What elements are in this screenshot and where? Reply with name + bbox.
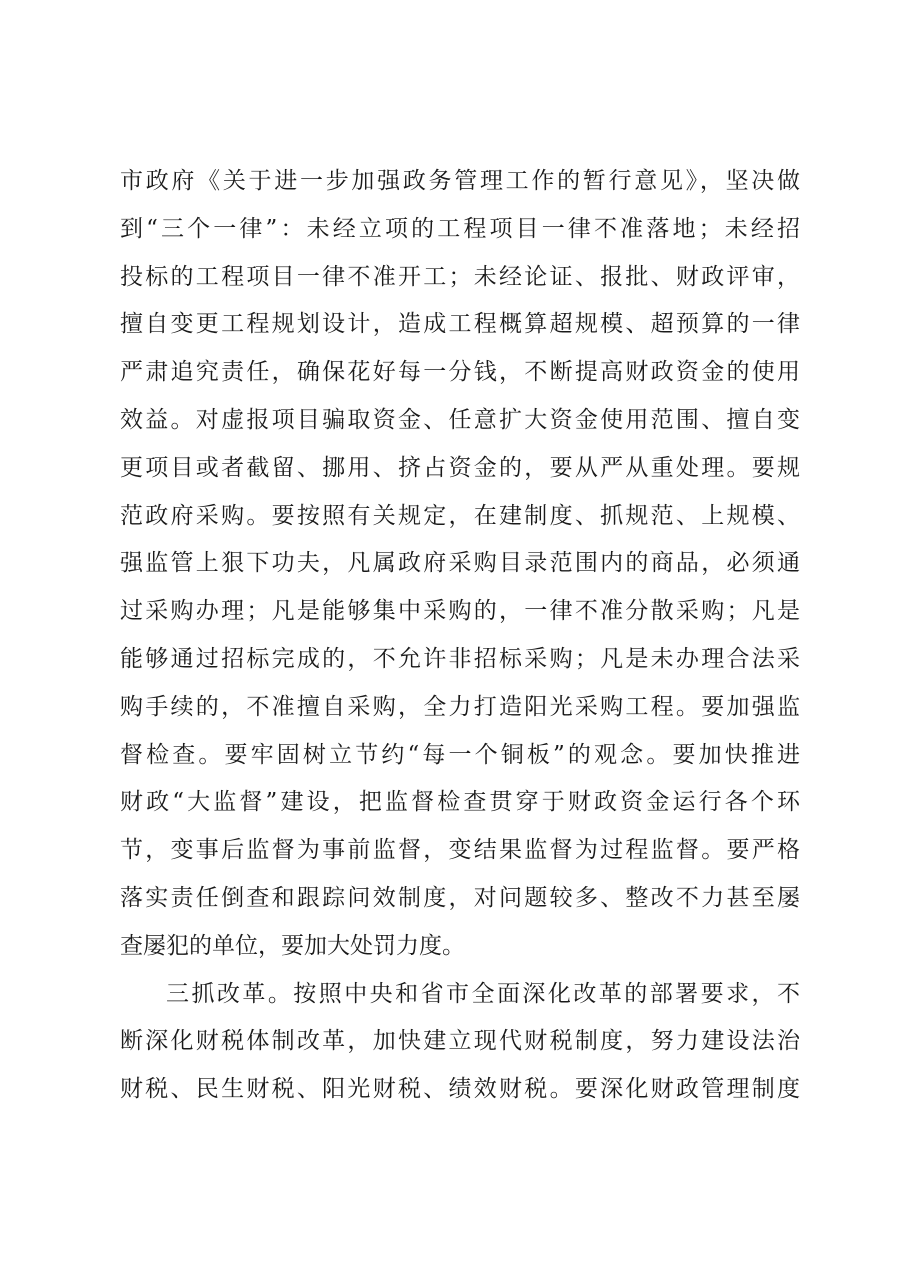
text-line: 擅自变更工程规划设计，造成工程概算超规模、超预算的一律: [120, 311, 800, 338]
paragraph-1: [120, 158, 800, 971]
text-line: 范政府采购。要按照有关规定，在建制度、抓规范、上规模、: [120, 502, 800, 529]
document-body: [120, 158, 800, 1114]
text-line: 购手续的，不准擅自采购，全力打造阳光采购工程。要加强监: [120, 693, 800, 720]
text-line: 投标的工程项目一律不准开工；未经论证、报批、财政评审，: [120, 263, 800, 290]
text-line: 效益。对虚报项目骗取资金、任意扩大资金使用范围、擅自变: [120, 406, 800, 433]
text-line: 能够通过招标完成的，不允许非招标采购；凡是未办理合法采: [120, 645, 800, 672]
text-line: 督检查。要牢固树立节约“每一个铜板”的观念。要加快推进: [120, 741, 800, 768]
paragraph-2: [120, 971, 800, 1114]
text-line: 更项目或者截留、挪用、挤占资金的，要从严从重处理。要规: [120, 454, 800, 481]
text-line: 市政府《关于进一步加强政务管理工作的暂行意见》，坚决做: [120, 168, 800, 194]
text-line: 三抓改革。按照中央和省市全面深化改革的部署要求，不: [166, 980, 800, 1007]
text-line: 到“三个一律”：未经立项的工程项目一律不准落地；未经招: [120, 215, 800, 242]
text-line: 过采购办理；凡是能够集中采购的，一律不准分散采购；凡是: [120, 598, 800, 625]
text-line: 查屡犯的单位，要加大处罚力度。: [120, 932, 465, 959]
text-line: 节，变事后监督为事前监督，变结果监督为过程监督。要严格: [120, 837, 800, 864]
text-line: 落实责任倒查和跟踪问效制度，对问题较多、整改不力甚至屡: [120, 884, 800, 911]
text-line: 断深化财税体制改革，加快建立现代财税制度，努力建设法治: [120, 1028, 800, 1055]
text-line: 财政“大监督”建设，把监督检查贯穿于财政资金运行各个环: [120, 789, 800, 816]
text-line: 强监管上狠下功夫，凡属政府采购目录范围内的商品，必须通: [120, 550, 800, 577]
text-line: 严肃追究责任，确保花好每一分钱，不断提高财政资金的使用: [120, 359, 800, 386]
text-line: 财税、民生财税、阳光财税、绩效财税。要深化财政管理制度: [120, 1076, 800, 1103]
